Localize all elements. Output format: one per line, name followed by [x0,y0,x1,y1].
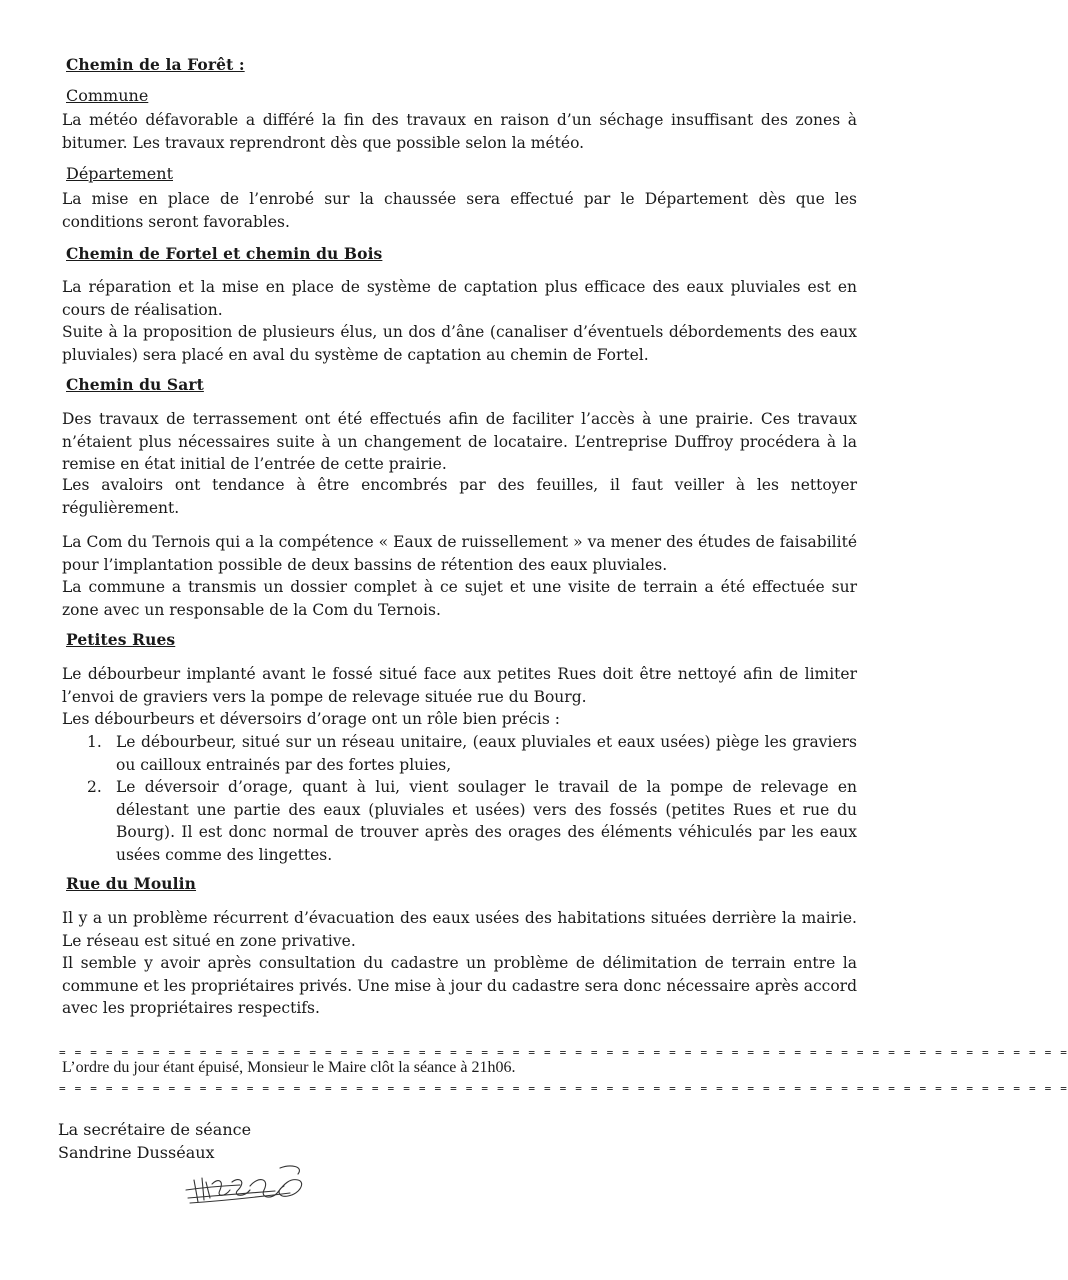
moulin-paragraph-1: Il y a un problème récurrent d’évacuation des eaux usées des habitations situées derrière la mairie. Le réseau est situé en zone privative. [62,909,857,950]
separator-top: = = = = = = = = = = = = = = = = = = = = = = = = = = = = = = = = = = = = = = = = = = = = = = = = = = = = = = = = = = = = = = = = = [59,1046,1068,1059]
section-title-rue-moulin: Rue du Moulin [66,874,197,893]
sart-paragraph-1: Des travaux de terrassement ont été effectués afin de faciliter l’accès à une prairie. Ces travaux n’étaient plus nécessaires suite à un changement de locataire. L’entreprise Duffroy procédera à la remise en état initial de l’entrée de cette prairie. [62,410,857,473]
signatory-block [58,1118,251,1164]
subsection-departement-label: Département [66,164,173,183]
list-item [62,731,857,776]
subsection-commune-label: Commune [66,86,149,105]
section-title-chemin-foret: Chemin de la Forêt : [66,55,245,74]
list-item-text: Le débourbeur, situé sur un réseau unitaire, (eaux pluviales et eaux usées) piège les graviers ou cailloux entrainés par des fortes pluies, [116,733,857,774]
moulin-paragraph-2: Il semble y avoir après consultation du cadastre un problème de délimitation de terrain entre la commune et les propriétaires privés. Une mise à jour du cadastre sera donc nécessaire après accord avec les propriétaires respectifs. [62,954,857,1017]
list-item-text: Le déversoir d’orage, quant à lui, vient soulager le travail de la pompe de relevage en délestant une partie des eaux (pluviales et usées) vers des fossés (petites Rues et rue du Bourg). Il est donc normal de trouver après des orages des éléments véhiculés par les eaux usées comme des lingettes. [116,778,857,864]
fortel-paragraph-1: La réparation et la mise en place de système de captation plus efficace des eaux pluviales est en cours de réalisation. [62,278,857,319]
petites-rues-list [62,731,857,866]
list-item-number: 1. [87,733,102,751]
sart-paragraph-2: Les avaloirs ont tendance à être encombrés par des feuilles, il faut veiller à les nettoyer régulièrement. [62,476,857,517]
departement-paragraph: La mise en place de l’enrobé sur la chaussée sera effectué par le Département dès que les conditions seront favorables. [62,190,857,231]
fortel-paragraph-2: Suite à la proposition de plusieurs élus, un dos d’âne (canaliser d’éventuels débordements des eaux pluviales) sera placé en aval du système de captation au chemin de Fortel. [62,323,857,364]
petites-rues-paragraph-1: Le débourbeur implanté avant le fossé situé face aux petites Rues doit être nettoyé afin de limiter l’envoi de graviers vers la pompe de relevage située rue du Bourg. [62,665,857,706]
signatory-role: La secrétaire de séance [58,1120,252,1139]
section-title-petites-rues: Petites Rues [66,630,176,649]
list-item-number: 2. [87,778,102,796]
signatory-name: Sandrine Dusséaux [58,1143,215,1162]
section-title-chemin-sart: Chemin du Sart [66,375,204,394]
petites-rues-paragraph-2: Les débourbeurs et déversoirs d’orage ont un rôle bien précis : [62,710,560,728]
closing-statement: L’ordre du jour étant épuisé, Monsieur le Maire clôt la séance à 21h06. [62,1059,516,1076]
sart-paragraph-3: La Com du Ternois qui a la compétence « Eaux de ruissellement » va mener des études de faisabilité pour l’implantation possible de deux bassins de rétention des eaux pluviales. [62,533,857,574]
sart-paragraph-4: La commune a transmis un dossier complet à ce sujet et une visite de terrain a été effectuée sur zone avec un responsable de la Com du Ternois. [62,578,857,619]
commune-paragraph: La météo défavorable a différé la fin des travaux en raison d’un séchage insuffisant des zones à bitumer. Les travaux reprendront dès que possible selon la météo. [62,111,857,152]
separator-bottom: = = = = = = = = = = = = = = = = = = = = = = = = = = = = = = = = = = = = = = = = = = = = = = = = = = = = = = = = = = = = = = = = = [59,1082,1068,1095]
section-title-chemin-fortel: Chemin de Fortel et chemin du Bois [66,244,383,263]
list-item [62,776,857,866]
handwritten-signature [180,1160,320,1210]
